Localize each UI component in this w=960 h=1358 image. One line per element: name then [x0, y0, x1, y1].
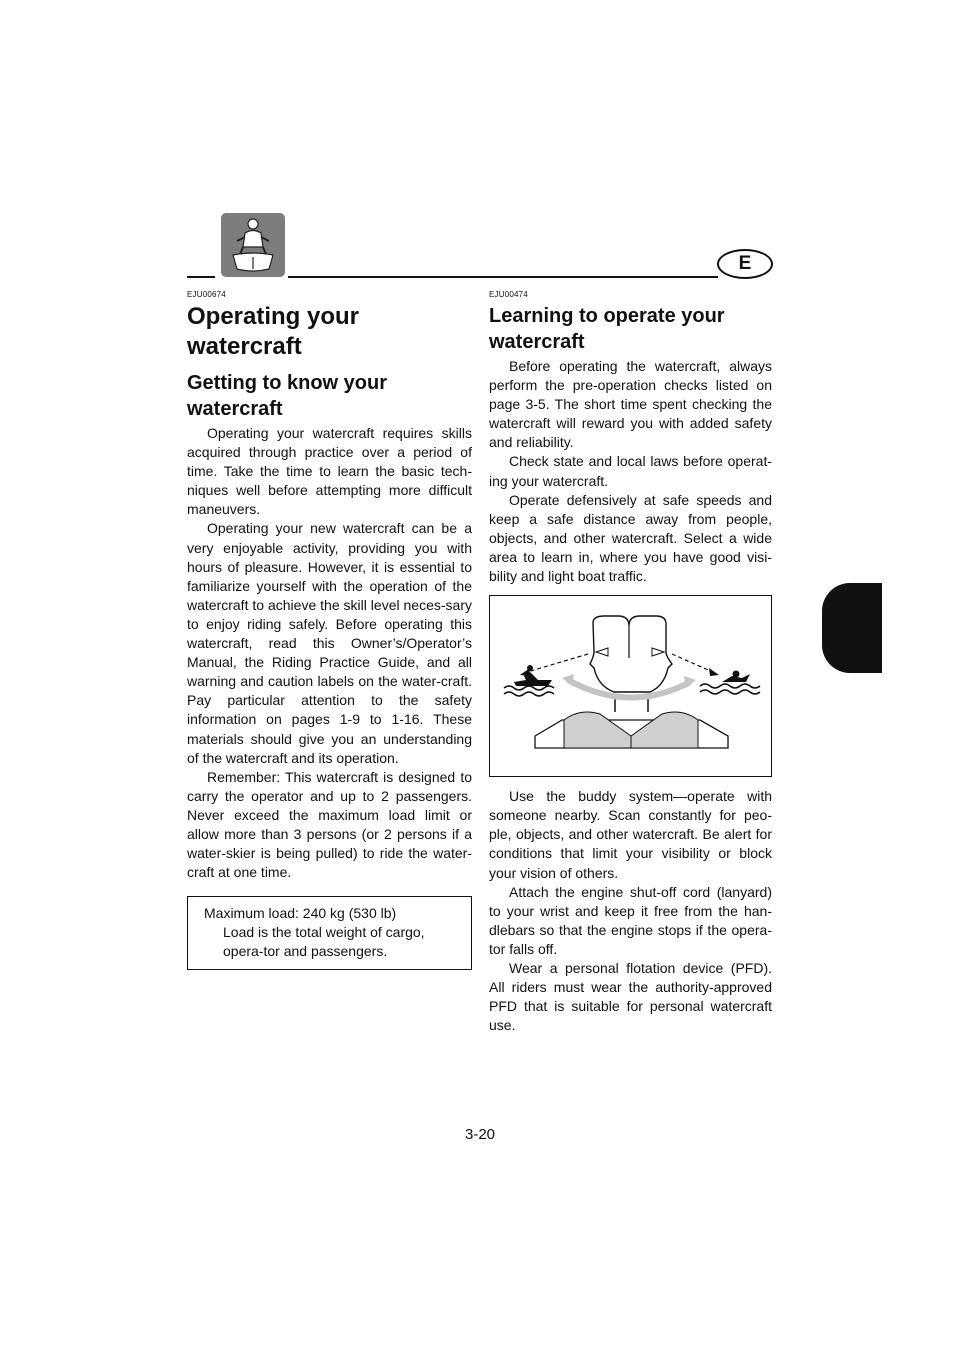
- left-column: [187, 284, 472, 970]
- paragraph: Operate defensively at safe speeds and keep a safe distance away from people, objects, and other watercraft. Select a wide area to learn in, where you have good visi-bility and light boat traffic.: [489, 491, 772, 585]
- maximum-load-text: Maximum load: 240 kg (530 lb): [204, 905, 397, 922]
- chapter-side-tab: [822, 583, 882, 673]
- paragraph: Attach the engine shut-off cord (lanyard) to your wrist and keep it free from the han-dlebars so that the engine stops if the opera-tor falls off.: [489, 883, 772, 957]
- jet-ski-rider-icon: [221, 213, 285, 277]
- paragraph: Before operating the watercraft, always perform the pre-operation checks listed on page 3-5. The short time spent checking the watercraft will reward you with added safety and reliability.: [489, 358, 772, 451]
- header-rule-right: [288, 276, 718, 278]
- right-column: [489, 284, 772, 1035]
- paragraph: Wear a personal flotation device (PFD). All riders must wear the authority-approved PFD that is suitable for personal watercraft use.: [489, 959, 772, 1034]
- load-definition-text: Load is the total weight of cargo, opera-tor and passengers.: [223, 924, 425, 960]
- header-rule-left: [187, 276, 215, 278]
- section-heading: Getting to know your watercraft: [187, 372, 387, 420]
- language-badge: E: [717, 249, 773, 279]
- section-heading: Learning to operate your watercraft: [489, 305, 725, 353]
- paragraph: Check state and local laws before operat-ing your watercraft.: [489, 453, 772, 489]
- paragraph: Operating your watercraft requires skills acquired through practice over a period of time. Take the time to learn the basic tech-niques well before attempting more difficult maneuvers.: [187, 425, 472, 518]
- page-title: Operating your watercraft: [187, 303, 360, 360]
- page-number: 3-20: [464, 1126, 496, 1143]
- paragraph: Use the buddy system—operate with someone nearby. Scan constantly for peo-ple, objects, and other watercraft. Be alert for conditions that limit your visibility or block your vision of others.: [489, 788, 772, 881]
- section-code: EJU00474: [489, 290, 528, 299]
- paragraph: Remember: This watercraft is designed to carry the operator and up to 2 passengers. Never exceed the maximum load limit or allow more than 3 persons (or 2 persons if a water-skier is being pulled) to ride the water-craft at one time.: [187, 768, 472, 881]
- section-code: EJU00674: [187, 290, 226, 299]
- paragraph: Operating your new watercraft can be a very enjoyable activity, providing you with hours of pleasure. However, it is essential to familiarize yourself with the operation of the watercraft to achieve the skill level neces-sary to enjoy riding safely. Before operating this watercraft, read this Owner’s/Operator’s Manual, the Riding Practice Guide, and all warning and caution labels on the water-craft. Pay particular attention to the safety information on pages 1-9 to 1-16. These materials should give you an understanding of the watercraft and its operation.: [187, 520, 472, 766]
- scan-surroundings-illustration: [489, 595, 772, 777]
- maximum-load-box: [187, 896, 472, 970]
